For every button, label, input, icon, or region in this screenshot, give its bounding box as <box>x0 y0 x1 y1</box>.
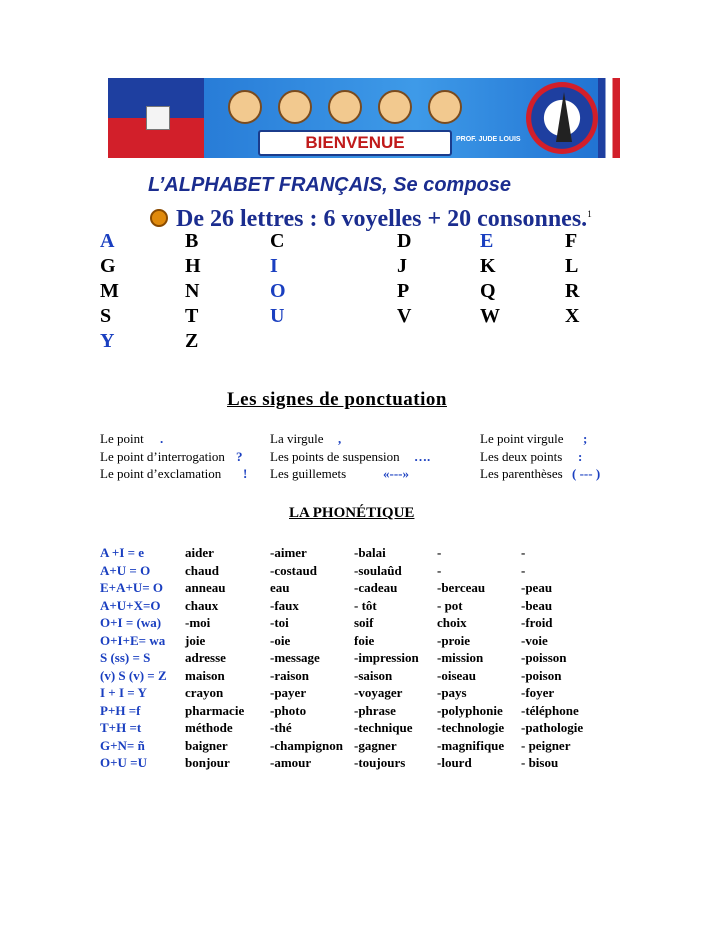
phonetic-example: - peigner <box>521 737 571 753</box>
punctuation-name: Le point virgule <box>480 431 564 446</box>
phonetic-example: -soulaûd <box>354 562 402 578</box>
letter-u: U <box>270 305 285 327</box>
punctuation-name: Le point d’exclamation <box>100 466 222 481</box>
punctuation-symbol: ( --- ) <box>572 466 601 481</box>
phonetic-example: -mission <box>437 650 484 665</box>
phonetic-example: -costaud <box>270 562 317 578</box>
phonetic-example: foie <box>354 632 375 648</box>
punctuation-title: Les signes de ponctuation <box>227 389 447 410</box>
eiffel-tower-icon <box>556 92 572 142</box>
phonetic-example: -balai <box>354 545 386 560</box>
punctuation-name: Le point <box>100 431 144 446</box>
phonetic-example: -lourd <box>437 755 472 770</box>
letter-y: Y <box>100 330 115 352</box>
punctuation-symbol: …. <box>414 449 431 464</box>
phonetic-example: -oiseau <box>437 667 476 683</box>
banner-author: PROF. JUDE LOUIS <box>456 136 521 143</box>
phonetic-example: -raison <box>270 667 309 683</box>
phonetic-rule: P+H =f <box>100 702 141 718</box>
letter-a: A <box>100 230 115 252</box>
phonetic-example: -voie <box>521 632 548 648</box>
letter-l: L <box>565 255 579 277</box>
letter-v: V <box>397 305 412 327</box>
phonetic-rule: (v) S (v) = Z <box>100 667 167 683</box>
phonetic-example: -moi <box>185 615 211 630</box>
phonetic-rule: A+U = O <box>100 562 151 578</box>
phonetic-rule: A +I = e <box>100 545 145 560</box>
phonetic-example: -proie <box>437 632 470 648</box>
punctuation-name: La virgule <box>270 431 324 446</box>
phonetic-example: méthode <box>185 720 233 735</box>
phonetic-example: -pathologie <box>521 720 584 735</box>
phonetic-example: -foyer <box>521 685 555 700</box>
phonetic-example: crayon <box>185 685 224 700</box>
phonetic-example: -champignon <box>270 737 343 753</box>
phonetic-example: -thé <box>270 720 292 735</box>
phonetic-rule: O+U =U <box>100 755 147 770</box>
phonetic-example: aider <box>185 545 214 560</box>
phonetic-example: - <box>437 545 442 560</box>
welcome-banner <box>108 78 620 158</box>
phonetic-example: chaud <box>185 562 219 578</box>
phonetic-example: -téléphone <box>521 702 579 718</box>
phonetic-example: joie <box>185 632 206 648</box>
phonetic-rule: S (ss) = S <box>100 650 151 665</box>
phonetic-example: -photo <box>270 702 307 718</box>
phonetic-example: -amour <box>270 755 312 770</box>
punctuation-symbol: . <box>160 431 164 446</box>
punctuation-symbol: «---» <box>383 466 409 481</box>
letter-r: R <box>565 280 580 302</box>
phonetic-example: -payer <box>270 685 307 700</box>
haiti-flag-icon <box>108 78 204 158</box>
punctuation-symbol: ! <box>243 466 248 481</box>
letter-t: T <box>185 305 199 327</box>
phonetic-example: -technologie <box>437 720 505 735</box>
punctuation-symbol: , <box>338 431 342 446</box>
page-heading: L’ALPHABET FRANÇAIS, Se compose <box>148 174 511 196</box>
children-illustration <box>218 84 488 134</box>
letter-m: M <box>100 280 119 302</box>
letter-k: K <box>480 255 496 277</box>
banner-title: BIENVENUE <box>258 130 452 156</box>
phonetic-example: adresse <box>185 650 226 665</box>
phonetic-example: -pays <box>437 685 467 700</box>
punctuation-name: Les guillemets <box>270 466 347 481</box>
letter-w: W <box>480 305 500 327</box>
phonetic-example: -faux <box>270 597 299 613</box>
letter-n: N <box>185 280 200 302</box>
punctuation-name: Les deux points <box>480 449 563 464</box>
phonetic-example: - <box>437 562 442 578</box>
phonetic-rule: A+U+X=O <box>100 597 161 613</box>
phonetic-example: choix <box>437 615 467 630</box>
phonetic-example: maison <box>185 667 225 683</box>
letter-b: B <box>185 230 199 252</box>
phonetic-example: -poison <box>521 667 562 683</box>
phonetic-example: -toujours <box>354 755 406 770</box>
phonetic-example: -phrase <box>354 702 396 718</box>
phonetic-example: pharmacie <box>185 702 245 718</box>
phonetic-example: eau <box>270 580 290 595</box>
page-subheading <box>150 206 592 233</box>
punctuation-name: Les parenthèses <box>480 466 563 481</box>
phonetic-example: - bisou <box>521 755 559 770</box>
france-flag-icon <box>598 78 620 158</box>
phonetic-example: soif <box>354 615 374 630</box>
footnote-marker: 1 <box>587 209 592 219</box>
punctuation-symbol: : <box>578 449 583 464</box>
phonetic-example: -message <box>270 650 320 665</box>
letter-q: Q <box>480 280 496 302</box>
phonetic-rule: T+H =t <box>100 720 142 735</box>
phonetics-title: LA PHONÉTIQUE <box>289 505 415 521</box>
phonetic-example: -voyager <box>354 685 403 700</box>
subheading-text: De 26 lettres : 6 voyelles + 20 consonnes. <box>176 206 588 232</box>
phonetic-example: -gagner <box>354 737 397 753</box>
phonetic-rule: E+A+U= O <box>100 580 164 595</box>
phonetic-example: -polyphonie <box>437 702 503 718</box>
phonetic-example: -berceau <box>437 580 486 595</box>
letter-h: H <box>185 255 201 277</box>
phonetic-example: - <box>521 562 526 578</box>
phonetic-example: bonjour <box>185 755 230 770</box>
phonetic-example: -froid <box>521 615 553 630</box>
punctuation-symbol: ; <box>583 431 588 446</box>
phonetic-example: -technique <box>354 720 413 735</box>
phonetic-example: -saison <box>354 667 393 683</box>
phonetic-example: -poisson <box>521 650 567 665</box>
letter-i: I <box>270 255 278 277</box>
letter-s: S <box>100 305 112 327</box>
phonetic-example: -magnifique <box>437 737 505 753</box>
phonetic-example: -peau <box>521 580 553 595</box>
punctuation-symbol: ? <box>236 449 243 464</box>
phonetic-example: - <box>521 545 526 560</box>
letter-j: J <box>397 255 407 277</box>
letter-f: F <box>565 230 578 252</box>
phonetic-example: chaux <box>185 597 219 613</box>
phonetic-example: baigner <box>185 737 228 753</box>
letter-o: O <box>270 280 286 302</box>
letter-d: D <box>397 230 412 252</box>
phonetic-rule: O+I = (wa) <box>100 615 162 630</box>
phonetic-example: anneau <box>185 580 226 595</box>
punctuation-name: Les points de suspension <box>270 449 400 464</box>
phonetic-example: -beau <box>521 597 553 613</box>
phonetic-rule: O+I+E= wa <box>100 632 166 648</box>
letter-e: E <box>480 230 494 252</box>
letter-x: X <box>565 305 580 327</box>
letter-c: C <box>270 230 285 252</box>
letter-p: P <box>397 280 410 302</box>
letter-z: Z <box>185 330 199 352</box>
phonetic-example: -toi <box>270 615 289 630</box>
phonetic-example: -impression <box>354 650 419 665</box>
phonetic-example: -aimer <box>270 545 307 560</box>
phonetic-example: - tôt <box>354 597 377 613</box>
punctuation-name: Le point d’interrogation <box>100 449 225 464</box>
headphones-icon <box>150 209 168 227</box>
letter-g: G <box>100 255 116 277</box>
phonetic-example: -cadeau <box>354 580 398 595</box>
phonetic-example: - pot <box>437 597 463 613</box>
phonetic-example: -oie <box>270 632 291 648</box>
phonetic-rule: I + I = Y <box>100 685 147 700</box>
phonetic-rule: G+N= ñ <box>100 737 145 753</box>
